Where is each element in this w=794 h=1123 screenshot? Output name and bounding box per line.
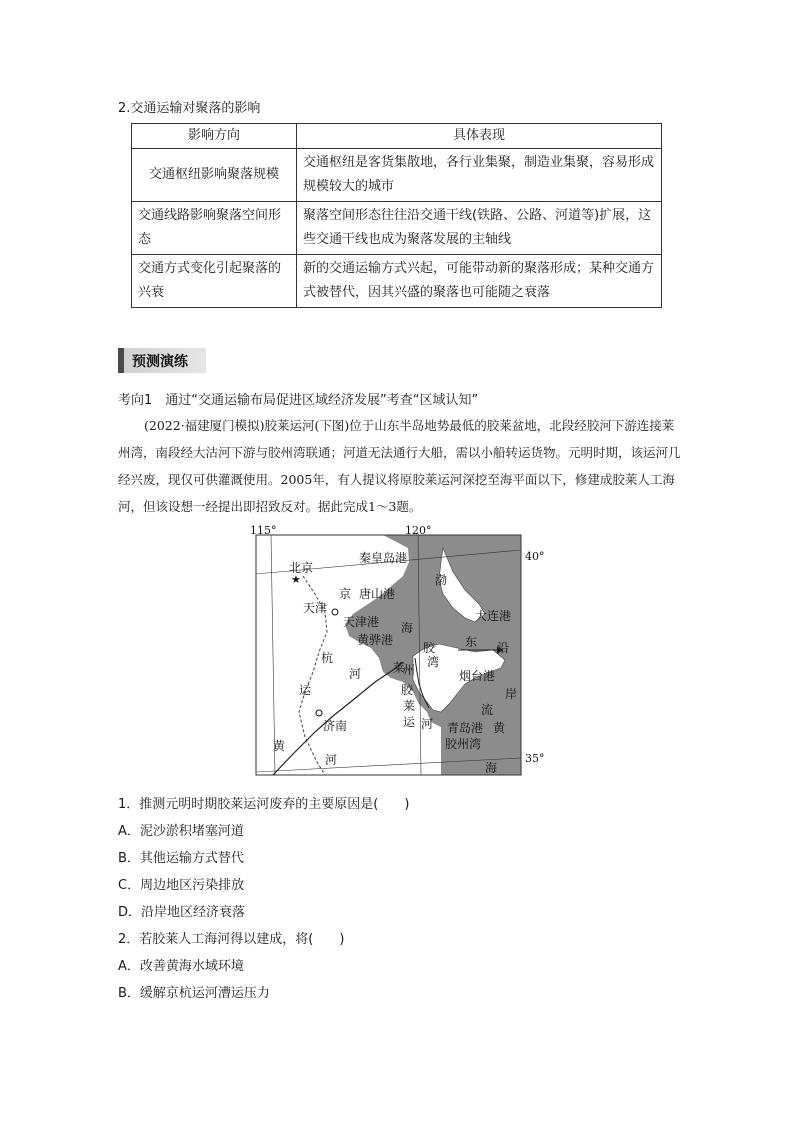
banner-title: 预测演练 [132, 354, 188, 370]
practice-banner [118, 348, 206, 373]
map-label-jinan: 济南 [323, 719, 348, 733]
map-label-hai2: 海 [485, 761, 498, 775]
map-label-liu: 流 [481, 703, 494, 717]
question-1-option-d[interactable]: D．沿岸地区经济衰落 [118, 905, 246, 920]
beijing-star-icon: ★ [291, 573, 301, 586]
map-label-beijing: 北京 [289, 561, 314, 575]
table-cell-detail: 聚落空间形态往往沿交通干线(铁路、公路、河道等)扩展，这些交通干线也成为聚落发展的主轴线 [297, 202, 662, 255]
question-2-option-b[interactable]: B．缓解京杭运河漕运压力 [118, 986, 270, 1001]
table-header-row [132, 124, 662, 149]
question-2-option-a[interactable]: A．改善黄海水域环境 [118, 959, 244, 974]
table-row [132, 149, 662, 202]
tianjin-marker [332, 609, 338, 615]
impact-table [131, 123, 662, 308]
table-header-cell: 具体表现 [297, 124, 662, 149]
topic-heading: 考向1 通过“交通运输布局促进区域经济发展”考查“区域认知” [118, 393, 479, 408]
map-label-bo: 渤 [435, 573, 448, 587]
map-label-tianjingang: 天津港 [343, 615, 380, 629]
map-label-hai1: 海 [401, 621, 414, 635]
map-label-jiaozhouwan: 胶州湾 [445, 737, 482, 751]
table-row [132, 255, 662, 308]
map-label-an: 岸 [505, 687, 518, 701]
question-1-stem: 1．推测元明时期胶莱运河废弃的主要原因是( ) [118, 797, 410, 812]
map-label-dalian: 大连港 [475, 609, 512, 623]
map-label-lon2: 120° [405, 524, 432, 537]
jiaolai-canal-map [250, 524, 545, 778]
question-2-stem: 2．若胶莱人工海河得以建成，将( ) [118, 932, 345, 947]
map-label-huang1: 黄 [273, 739, 286, 753]
jinan-marker [316, 710, 322, 716]
map-label-zhou1: 州 [403, 663, 416, 677]
map-label-wan1: 湾 [427, 655, 440, 669]
map-label-tangshan: 唐山港 [359, 587, 396, 601]
question-1-option-a[interactable]: A．泥沙淤积堵塞河道 [118, 824, 244, 839]
map-label-yun2: 运 [403, 715, 416, 729]
banner-marker [118, 348, 124, 373]
passage-text: (2022·福建厦门模拟)胶莱运河(下图)位于山东半岛地势最低的胶莱盆地，北段经胶河下游连接莱州湾，南段经大沽河下游与胶州湾联通；河道无法通行大船，需以小船转运货物。元明时期，该运河几经兴废，现仅可供灌溉使用。2005年，有人提议将原胶莱运河深挖至海平面以下，修建成胶莱人工海河，但该设想一经提出即招致反对。据此完成1～3题。 [118, 418, 681, 514]
table-header-cell: 影响方向 [132, 124, 297, 149]
table-row [132, 202, 662, 255]
map-label-qinhuangdao: 秦皇岛港 [359, 551, 408, 565]
map-label-dong: 东 [465, 635, 478, 649]
map-label-tianjin: 天津 [303, 601, 328, 615]
table-cell-direction: 交通枢纽影响聚落规模 [132, 149, 297, 202]
map-label-hang: 杭 [321, 651, 334, 665]
map-label-huang2: 黄 [493, 721, 506, 735]
map-label-qingdao: 青岛港 [447, 721, 484, 735]
section-title: 2.交通运输对聚落的影响 [118, 101, 261, 116]
map-label-jiao2: 胶 [401, 683, 414, 697]
map-label-lai2: 莱 [403, 699, 416, 713]
map-label-lai1: 莱 [393, 661, 406, 675]
table-cell-detail: 新的交通运输方式兴起，可能带动新的聚落形成；某种交通方式被替代，因其兴盛的聚落也可能随之衰落 [297, 255, 662, 308]
map-label-he3: 河 [325, 753, 338, 767]
map-label-yantai: 烟台港 [459, 669, 496, 683]
map-label-lat1: 40° [525, 550, 545, 563]
map-label-huanghua: 黄骅港 [357, 633, 394, 647]
map-label-lon1: 115° [250, 524, 277, 537]
map-label-he2: 河 [421, 717, 434, 731]
question-1-option-b[interactable]: B．其他运输方式替代 [118, 851, 244, 866]
table-cell-direction: 交通线路影响聚落空间形态 [132, 202, 297, 255]
table-cell-direction: 交通方式变化引起聚落的兴衰 [132, 255, 297, 308]
map-label-jiao1: 胶 [423, 641, 436, 655]
map-label-he1: 河 [349, 667, 362, 681]
question-1-option-c[interactable]: C．周边地区污染排放 [118, 878, 245, 893]
map-label-yun1: 运 [299, 683, 312, 697]
map-label-yan: 沿 [497, 641, 510, 655]
map-label-lat2: 35° [525, 752, 545, 765]
map-label-jing: 京 [339, 587, 352, 601]
table-cell-detail: 交通枢纽是客货集散地，各行业集聚，制造业集聚，容易形成规模较大的城市 [297, 149, 662, 202]
